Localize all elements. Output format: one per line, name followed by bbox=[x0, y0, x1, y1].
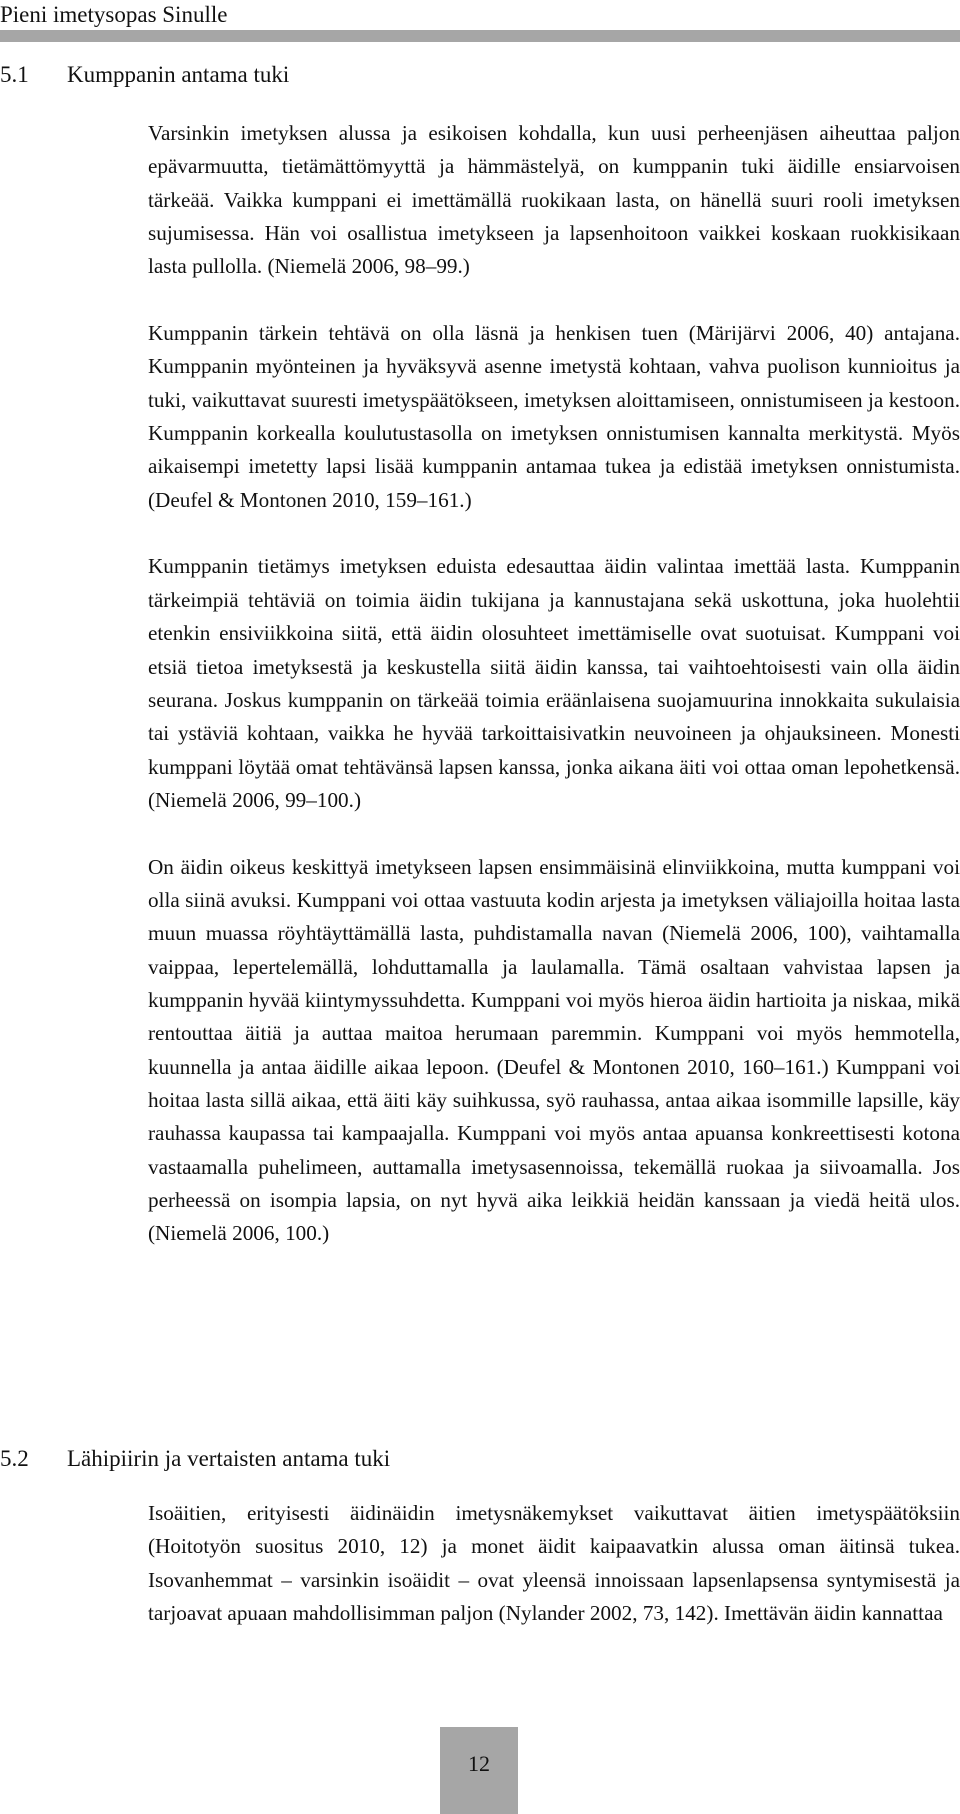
paragraph: Kumppanin tietämys imetyksen eduista edesauttaa äidin valintaa imettää lasta. Kumppanin tärkeimpiä tehtäviä on toimia äidin tukijana ja kannustajana sekä uskottuna, joka huolehtii etenkin ensiviikkoina siitä, että äidin olosuhteet imettämiselle ovat suotuisat. Kumppani voi etsiä tietoa imetyksestä ja keskustella siitä äidin kanssa, tai vaihtoehtoisesti vain olla äidin seurana. Joskus kumppanin on tärkeää toimia eräänlaisena suojamuurina innokkaita sukulaisia tai ystäviä kohtaan, vaikka he hyvää tarkoittaisivatkin neuvoineen ja ohjauksineen. Monesti kumppani löytää omat tehtävänsä lapsen kanssa, jonka aikana äiti voi ottaa oman lepohetkensä. (Niemelä 2006, 99–100.) bbox=[148, 554, 960, 812]
page-number: 12 bbox=[468, 1751, 490, 1776]
section-heading-5-2 bbox=[0, 1445, 390, 1473]
section-number: 5.2 bbox=[0, 1446, 29, 1471]
running-header bbox=[0, 0, 960, 44]
paragraph: Varsinkin imetyksen alussa ja esikoisen kohdalla, kun uusi perheenjäsen aiheuttaa paljon epävarmuutta, tietämättömyyttä ja hämmästelyä, on kumppanin tuki äidille ensiarvoisen tärkeää. Vaikka kumppani ei imettämällä ruokikaan lasta, on hänellä suuri rooli imetyksen sujumisessa. Hän voi osallistua imetykseen ja lapsenhoitoon vaikkei koskaan ruokkisikaan lasta pullolla. (Niemelä 2006, 98–99.) bbox=[148, 121, 960, 279]
paragraph: On äidin oikeus keskittyä imetykseen lapsen ensimmäisinä elinviikkoina, mutta kumppani voi olla siinä avuksi. Kumppani voi ottaa vastuuta kodin arjesta ja imetyksen väliajoilla hoitaa lasta muun muassa röyhtäyttämällä lasta, puhdistamalla navan (Niemelä 2006, 100), vaihtamalla vaippaa, lepertelemällä, lohduttamalla ja laulamalla. Tämä osaltaan vahvistaa lapsen ja kumppanin hyvää kiintymyssuhdetta. Kumppani voi myös hieroa äidin hartioita ja niskaa, mikä rentouttaa äitiä ja auttaa maitoa herumaan paremmin. Kumppani voi myös hemmotella, kuunnella ja antaa äidille aikaa lepoon. (Deufel & Montonen 2010, 160–161.) Kumppani voi hoitaa lasta sillä aikaa, että äiti käy suihkussa, syö rauhassa, antaa aikaa isommille lapsille, käy rauhassa kaupassa tai kampaajalla. Kumppani voi myös antaa apuansa konkreettisesti kotona vastaamalla puhelimeen, auttamalla imetysasennoissa, tekemällä ruokaa ja siivoamalla. Jos perheessä on isompia lapsia, on nyt hyvä aika leikkiä heidän kanssaan ja viedä heitä ulos. (Niemelä 2006, 100.) bbox=[148, 854, 960, 1246]
document-title: Pieni imetysopas Sinulle bbox=[0, 2, 228, 27]
section-title: Lähipiirin ja vertaisten antama tuki bbox=[67, 1446, 391, 1471]
header-rule bbox=[0, 30, 960, 42]
paragraph: Isoäitien, erityisesti äidinäidin imetysnäkemykset vaikuttavat äitien imetyspäätöksiin (Hoitotyön suositus 2010, 12) ja monet äidit kaipaavatkin alussa oman äitinsä tukea. Isovanhemmat – varsinkin isoäidit – ovat yleensä innoissaan lapsenlapsensa syntymisestä ja tarjoavat apuaan mahdollisimman paljon (Nylander 2002, 73, 142). Imettävän äidin kannattaa bbox=[148, 1501, 960, 1626]
section-number: 5.1 bbox=[0, 62, 29, 87]
section-body-5-1 bbox=[148, 117, 960, 1251]
paragraph: Kumppanin tärkein tehtävä on olla läsnä ja henkisen tuen (Märijärvi 2006, 40) antajana. Kumppanin myönteinen ja hyväksyvä asenne imetystä kohtaan, vahva puolison kunnioitus ja tuki, vaikuttavat suuresti imetyspäätökseen, imetyksen aloittamiseen, onnistumiseen ja kestoon. Kumppanin korkealla koulutustasolla on imetyksen onnistumisen kannalta merkitystä. Myös aikaisempi imetetty lapsi lisää kumppanin antamaa tukea ja edistää imetyksen onnistumista. (Deufel & Montonen 2010, 159–161.) bbox=[148, 321, 960, 512]
section-title: Kumppanin antama tuki bbox=[67, 62, 290, 87]
section-heading-5-1 bbox=[0, 61, 289, 89]
section-body-5-2 bbox=[148, 1497, 960, 1630]
page-number-box bbox=[440, 1727, 518, 1814]
